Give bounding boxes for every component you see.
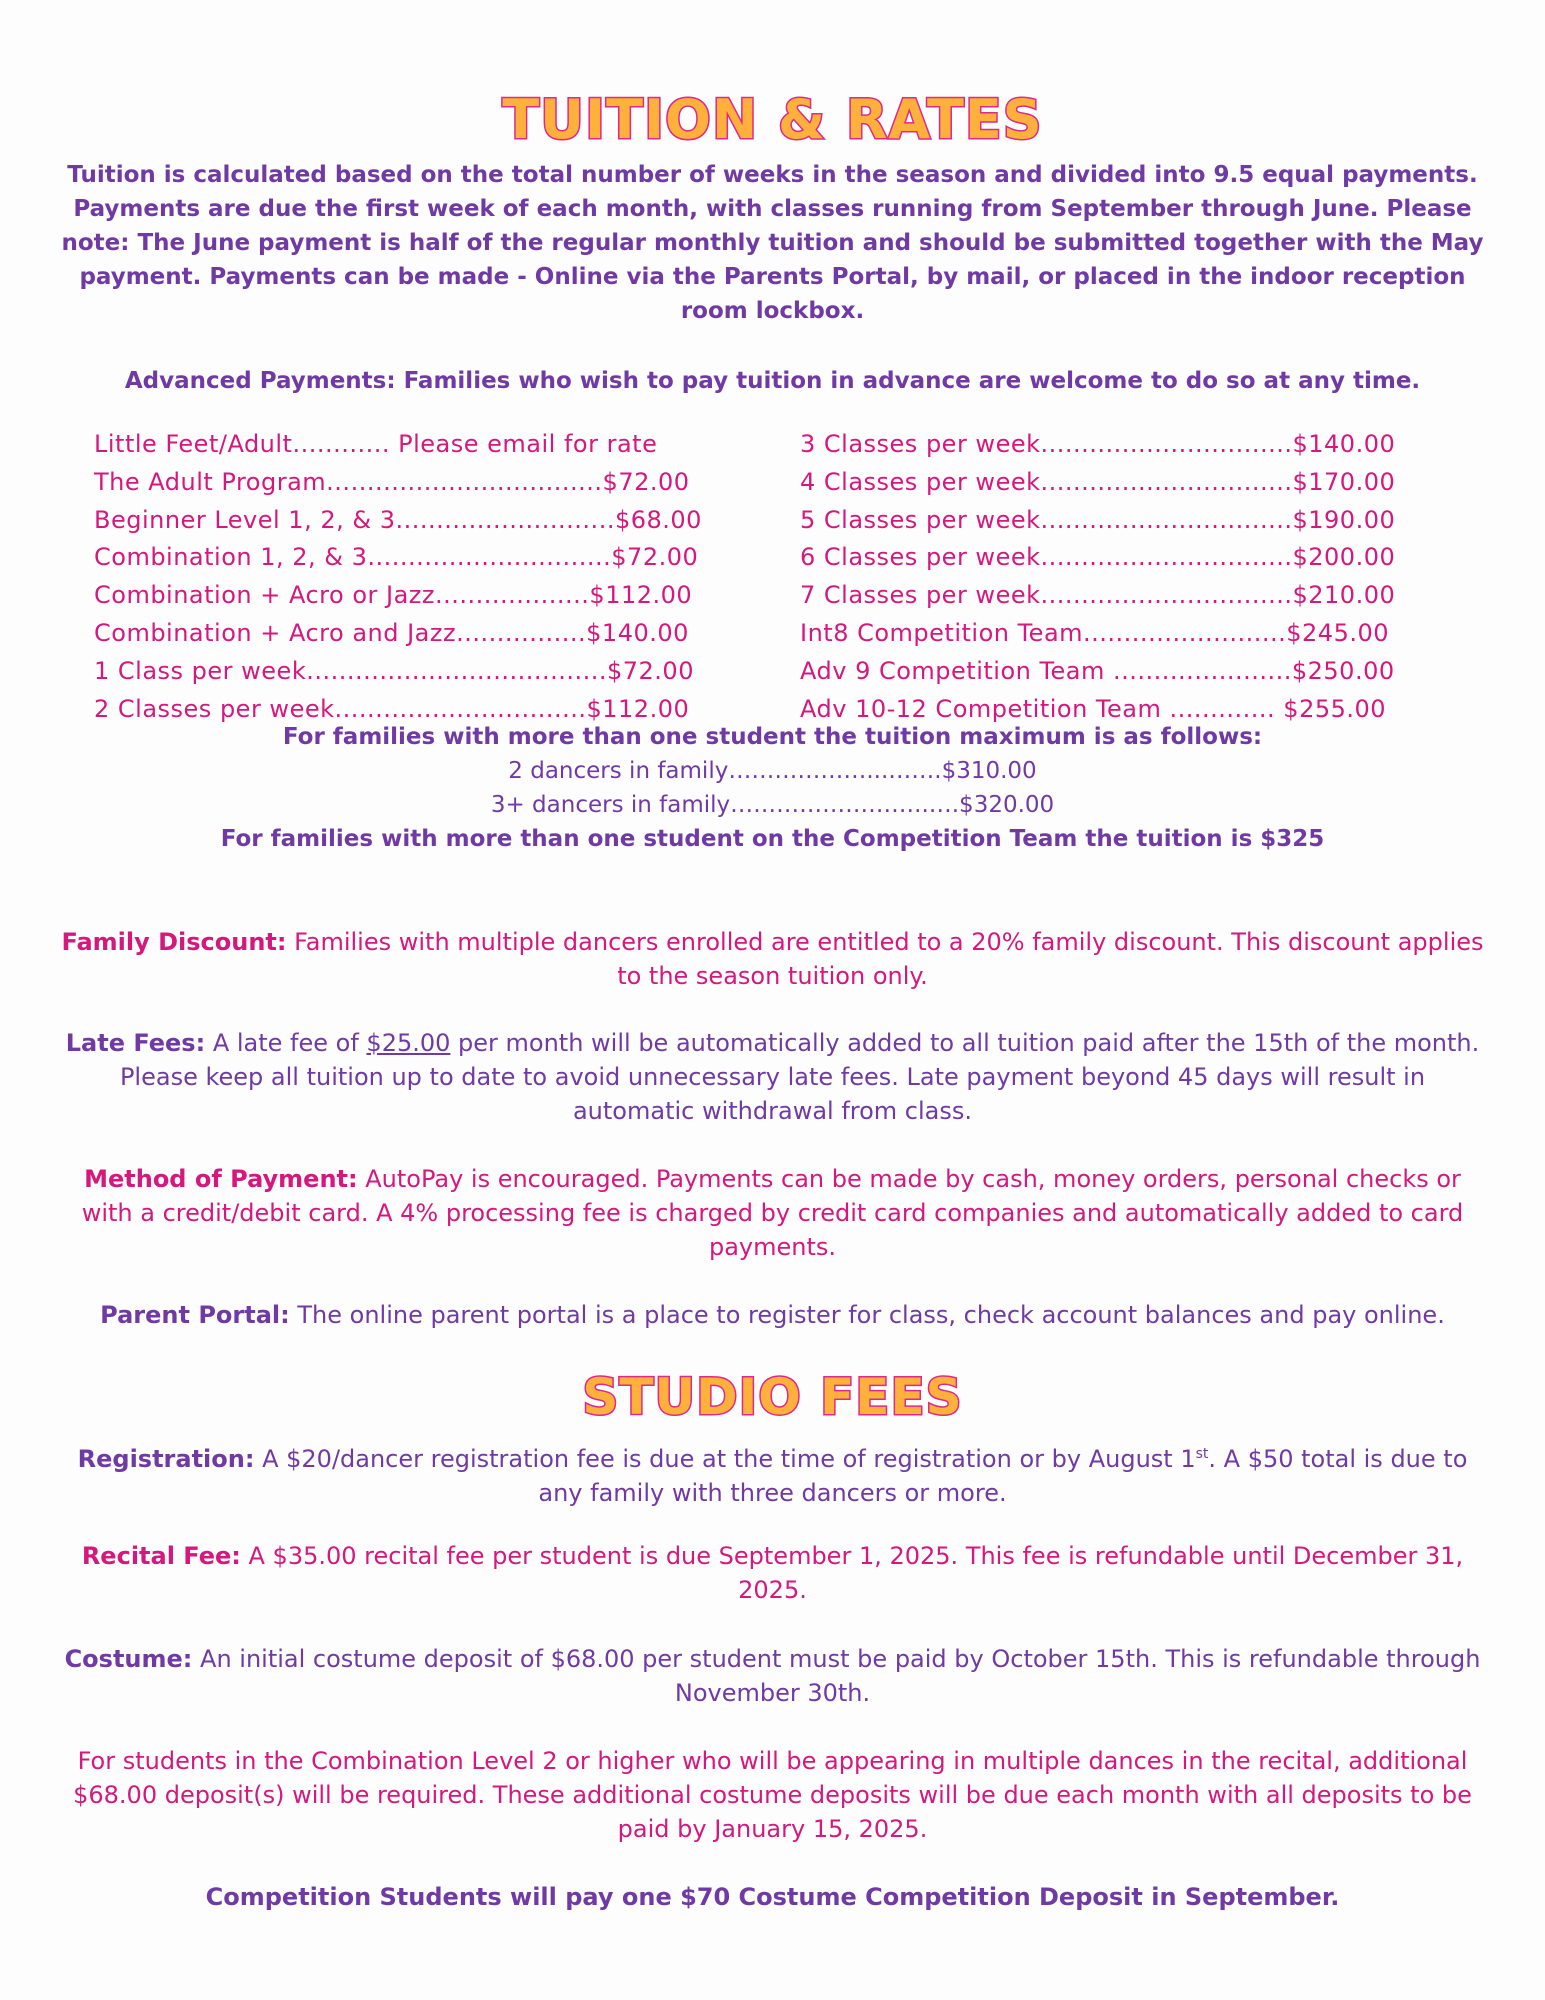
- rates-left-column: [94, 426, 754, 728]
- competition-deposit-note: Competition Students will pay one $70 Costume Competition Deposit in September.: [205, 1883, 1340, 1911]
- rates-right-column: [800, 426, 1460, 728]
- family-max-three: 3+ dancers in family……………………..….$320.00: [490, 792, 1055, 818]
- rate-row: Int8 Competition Team.........................$245.00: [800, 618, 1389, 647]
- family-max-competition: For families with more than one student on the Competition Team the tuition is $325: [220, 826, 1325, 852]
- portal-label: Parent Portal:: [100, 1301, 290, 1329]
- method-of-payment: [60, 1162, 1485, 1264]
- extra-costume-deposits: For students in the Combination Level 2 or higher who will be appearing in multiple dances in the recital, additional $68.00 deposit(s) will be required. These additional costume deposits will be due each month with all deposits to be paid by January 15, 2025.: [73, 1747, 1472, 1843]
- registration-fee: [60, 1437, 1485, 1510]
- studio-fees-heading: STUDIO FEES: [582, 1368, 963, 1426]
- rate-row: 6 Classes per week...............................$200.00: [800, 543, 1396, 572]
- rate-row: Combination + Acro and Jazz................$140.00: [94, 618, 689, 647]
- rate-row: 4 Classes per week...............................$170.00: [800, 467, 1396, 496]
- rate-row: 5 Classes per week...............................$190.00: [800, 505, 1396, 534]
- recital-text: A $35.00 recital fee per student is due September 1, 2025. This fee is refundable until December 31, 2025.: [240, 1542, 1464, 1604]
- registration-sup: st: [1195, 1446, 1209, 1462]
- rate-row: 3 Classes per week...............................$140.00: [800, 430, 1396, 458]
- family-discount: [60, 925, 1485, 993]
- rate-row: 7 Classes per week...............................$210.00: [800, 581, 1396, 610]
- method-text: AutoPay is encouraged. Payments can be made by cash, money orders, personal checks or with a credit/debit card. A 4% processing fee is charged by credit card companies and automatically added to card payments.: [81, 1165, 1464, 1261]
- family-max-two: 2 dancers in family………………...…….$310.00: [508, 758, 1037, 784]
- costume-text: An initial costume deposit of $68.00 per student must be paid by October 15th. This is refundable through November 30th.: [192, 1645, 1481, 1707]
- family-discount-text: Families with multiple dancers enrolled are entitled to a 20% family discount. This discount applies to the season tuition only.: [286, 928, 1484, 990]
- registration-post: . A $50 total is due to any family with three dancers or more.: [538, 1445, 1468, 1507]
- parent-portal: [60, 1298, 1485, 1332]
- family-discount-label: Family Discount:: [61, 928, 287, 956]
- recital-label: Recital Fee:: [81, 1542, 241, 1570]
- tuition-intro: Tuition is calculated based on the total number of weeks in the season and divided into 9.5 equal payments. Payments are due the first week of each month, with classes running from September through June. Please note: The June payment is half of the regular monthly tuition and should be submitted together with the May payment. Payments can be made - Online via the Parents Portal, by mail, or placed in the indoor reception room lockbox.: [61, 162, 1484, 324]
- recital-fee: [60, 1539, 1485, 1607]
- registration-pre: A $20/dancer registration fee is due at the time of registration or by August 1: [254, 1445, 1196, 1473]
- family-max-heading: For families with more than one student the tuition maximum is as follows:: [282, 724, 1263, 750]
- family-maximum: [60, 720, 1485, 856]
- rate-row: Little Feet/Adult............ Please email for rate: [94, 430, 658, 458]
- method-label: Method of Payment:: [84, 1165, 358, 1193]
- tuition-heading: TUITION & RATES: [502, 88, 1043, 151]
- late-fees-label: Late Fees:: [65, 1029, 206, 1057]
- late-fees: [60, 1026, 1485, 1128]
- late-fees-post: per month will be automatically added to all tuition paid after the 15th of the month. Please keep all tuition up to date to avoid unnecessary late fees. Late payment beyond 45 days will result in automatic withdrawal from class.: [119, 1029, 1480, 1125]
- rate-row: The Adult Program..................................$72.00: [94, 467, 690, 496]
- late-fee-amount: $25.00: [366, 1029, 451, 1057]
- rate-row: 1 Class per week.....................................$72.00: [94, 656, 694, 685]
- rate-row: Combination + Acro or Jazz...................$112.00: [94, 581, 693, 610]
- rate-row: Adv 10-12 Competition Team ............. $255.00: [800, 694, 1387, 723]
- portal-text: The online parent portal is a place to register for class, check account balances and pay online.: [289, 1301, 1445, 1329]
- registration-label: Registration:: [77, 1445, 255, 1473]
- costume-label: Costume:: [64, 1645, 193, 1673]
- rate-row: 2 Classes per week...............................$112.00: [94, 694, 690, 723]
- rate-row: Adv 9 Competition Team ......................$250.00: [800, 656, 1395, 685]
- rate-row: Beginner Level 1, 2, & 3...........................$68.00: [94, 505, 702, 534]
- costume-deposit: [60, 1642, 1485, 1710]
- late-fees-pre: A late fee of: [205, 1029, 367, 1057]
- rate-row: Combination 1, 2, & 3..............................$72.00: [94, 543, 699, 572]
- advanced-payments: Advanced Payments: Families who wish to pay tuition in advance are welcome to do so at any time.: [124, 368, 1421, 394]
